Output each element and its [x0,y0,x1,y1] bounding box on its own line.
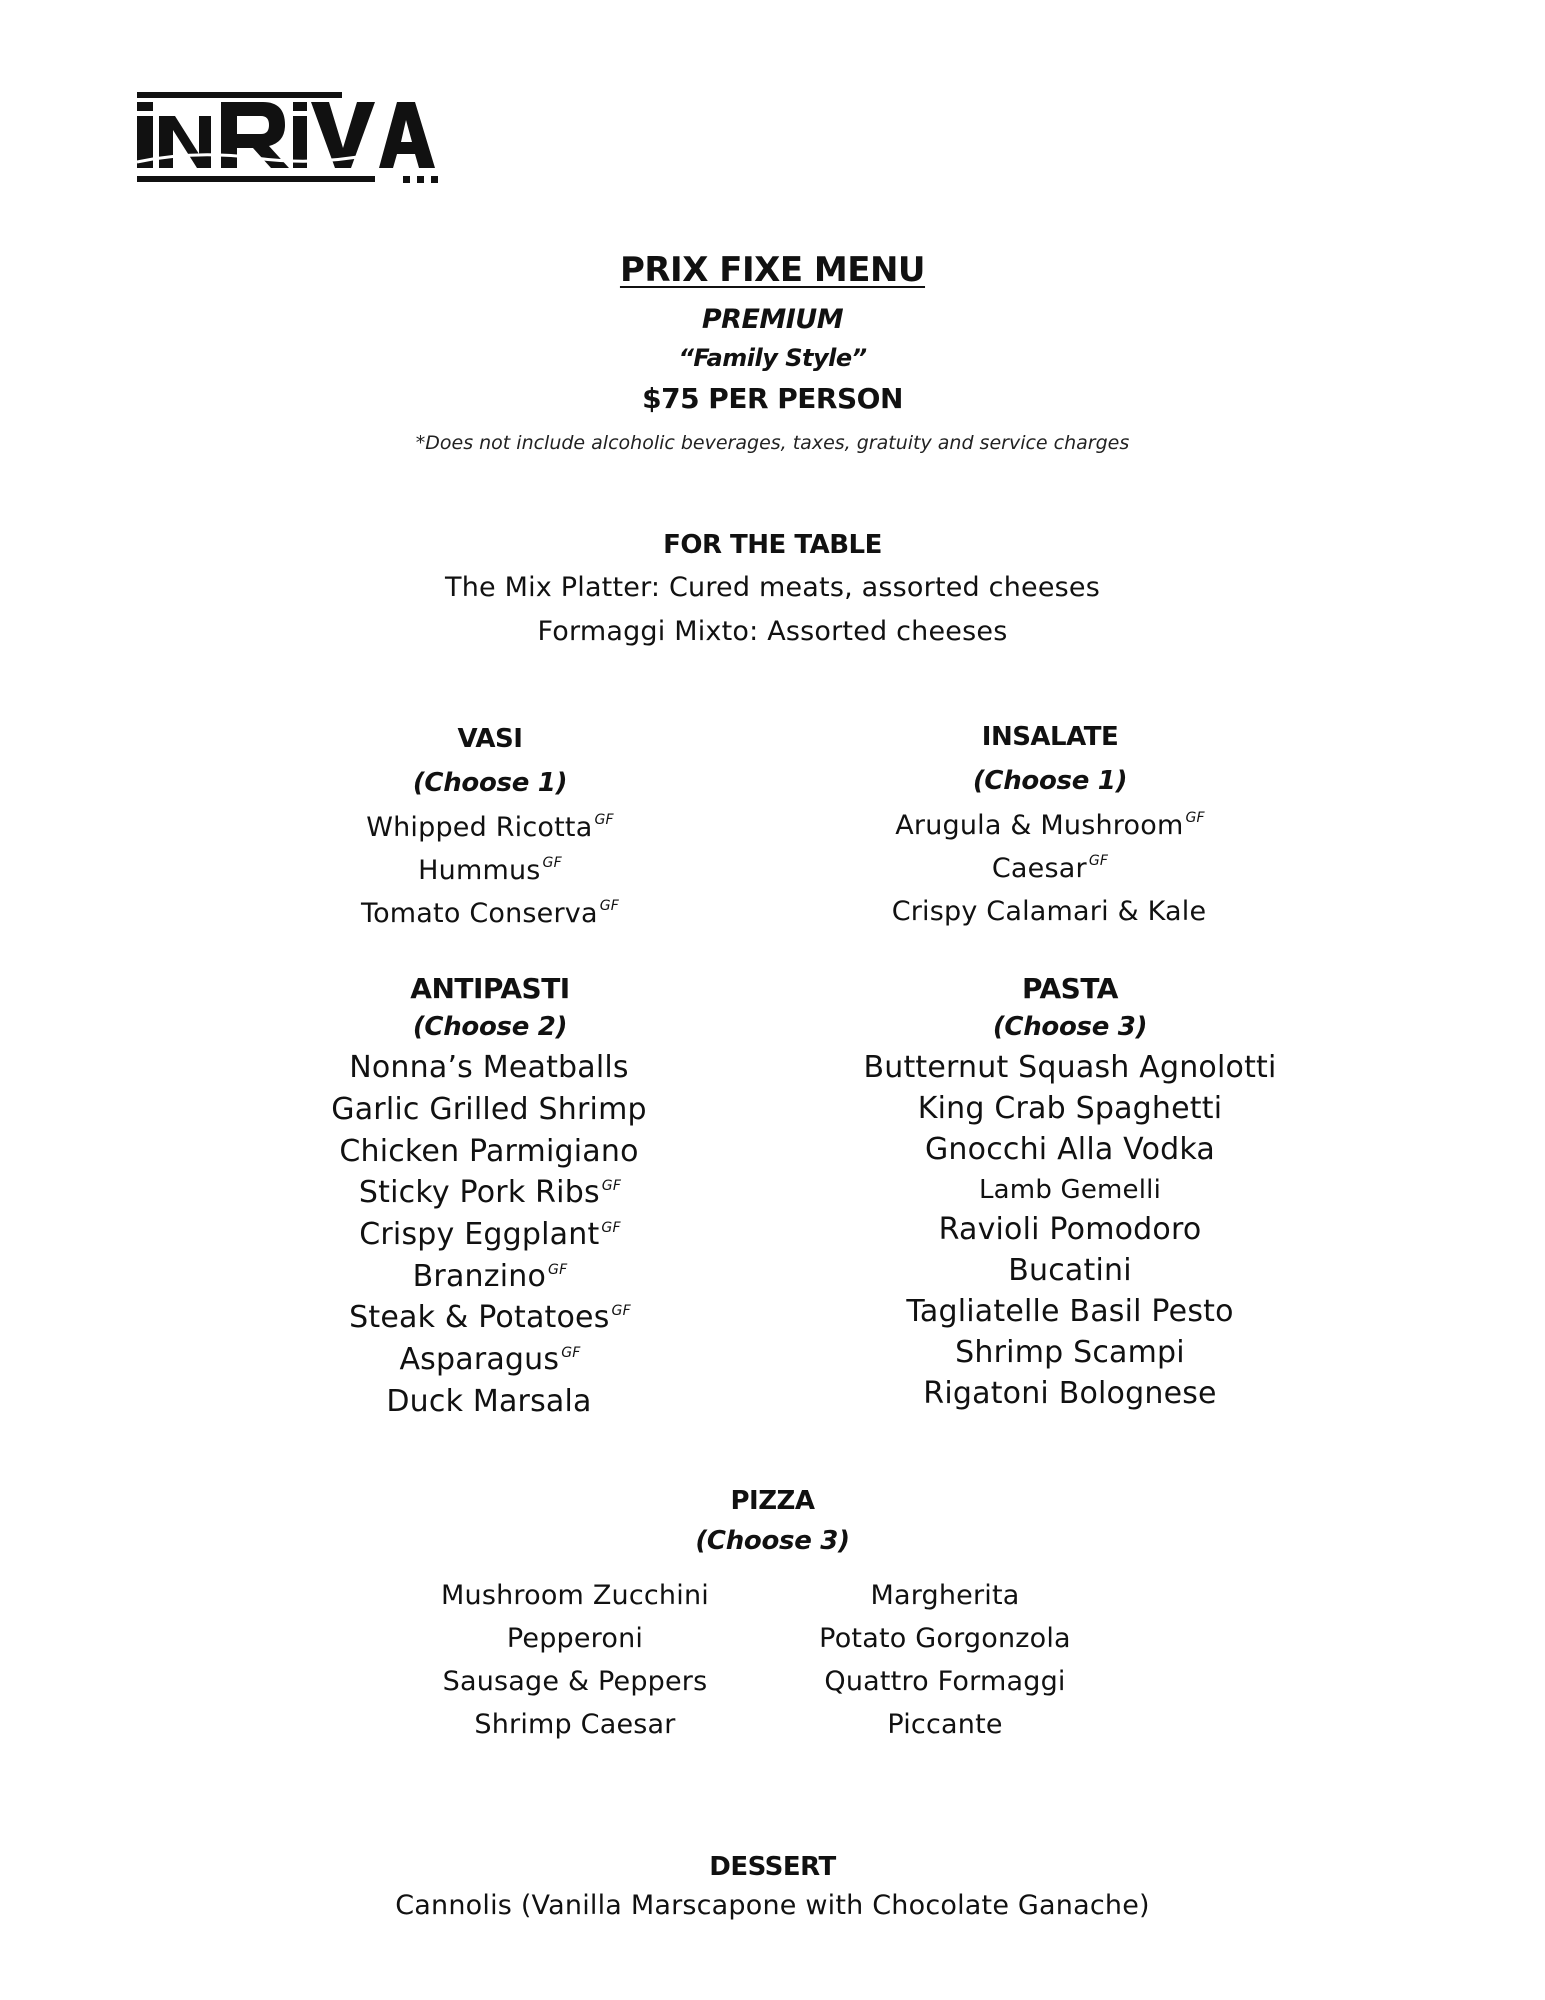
list-item: Crispy Eggplant $^{GF}$ [359,1217,621,1252]
list-item: Formaggi Mixto: Assorted cheeses [537,616,1008,647]
section-heading: PIZZA [730,1486,815,1516]
gluten-free-tag: GF [601,1220,621,1236]
section-heading: DESSERT [709,1852,836,1882]
list-item: Mushroom Zucchini [441,1580,709,1611]
choose-count: (Choose 2) [412,1012,568,1042]
gluten-free-tag: GF [594,812,614,828]
pizza-right-column [770,1580,1120,1760]
list-item: Piccante [887,1709,1003,1740]
list-item: King Crab Spaghetti [917,1091,1223,1126]
gluten-free-tag: GF [601,1178,622,1194]
list-item: Gnocchi Alla Vodka [924,1132,1216,1167]
list-item: Duck Marsala [386,1384,592,1419]
gluten-free-tag: GF [561,1345,581,1361]
gluten-free-tag: GF [599,898,620,914]
list-item: Asparagus $^{GF}$ [399,1342,581,1377]
section-heading: PASTA [1022,972,1118,1005]
gluten-free-tag: GF [1088,853,1109,869]
gluten-free-tag: GF [548,1262,568,1278]
list-item: Pepperoni [506,1623,644,1654]
price-per-person: $75 PER PERSON [642,382,903,415]
list-item: Rigatoni Bolognese [923,1376,1217,1411]
list-item: Nonna’s Meatballs [349,1050,629,1085]
gluten-free-tag: GF [611,1303,631,1319]
insalate-section [860,722,1240,942]
for-the-table-section [0,530,1545,660]
list-item: Cannolis (Vanilla Marscapone with Chocolate Ganache) [395,1890,1150,1921]
list-item: Garlic Grilled Shrimp [331,1092,647,1127]
disclaimer: *Does not include alcoholic beverages, taxes, gratuity and service charges [415,432,1130,454]
list-item: The Mix Platter: Cured meats, assorted cheeses [445,572,1100,603]
list-item: Crispy Calamari & Kale [891,896,1207,927]
list-item: Quattro Formaggi [824,1666,1066,1697]
pizza-left-column [400,1580,750,1760]
list-item: Chicken Parmigiano [339,1134,639,1169]
list-item: Whipped Ricotta $^{GF}$ [366,812,614,843]
list-item: Hummus $^{GF}$ [418,855,562,886]
pasta-section [840,972,1300,1422]
list-item: Arugula & Mushroom $^{GF}$ [895,810,1205,841]
list-item: Branzino $^{GF}$ [412,1259,568,1294]
list-item: Shrimp Caesar [474,1709,676,1740]
list-item: Margherita [870,1580,1020,1611]
list-item: Lamb Gemelli [978,1175,1162,1205]
list-item: Potato Gorgonzola [819,1623,1071,1654]
choose-count: (Choose 3) [695,1526,850,1556]
antipasti-section [300,972,680,1432]
gluten-free-tag: GF [542,855,562,871]
list-item: Steak & Potatoes $^{GF}$ [349,1300,631,1335]
list-item: Caesar $^{GF}$ [991,853,1109,884]
choose-count: (Choose 3) [992,1012,1148,1042]
section-heading: VASI [457,724,523,754]
pizza-heading-block [0,1486,1545,1556]
choose-count: (Choose 1) [412,768,568,798]
list-item: Shrimp Scampi [955,1335,1185,1370]
gluten-free-tag: GF [1185,810,1205,826]
list-item: Sticky Pork Ribs $^{GF}$ [358,1175,622,1210]
vasi-section [300,724,680,944]
section-heading: FOR THE TABLE [663,530,882,560]
choose-count: (Choose 1) [972,766,1128,796]
list-item: Butternut Squash Agnolotti [863,1050,1277,1085]
list-item: Tomato Conserva $^{GF}$ [360,898,620,929]
serving-style: “Family Style” [678,344,867,372]
section-heading: ANTIPASTI [410,972,570,1005]
list-item: Bucatini [1008,1253,1132,1288]
list-item: Ravioli Pomodoro [938,1212,1202,1247]
menu-title: PRIX FIXE MENU [619,250,926,290]
list-item: Tagliatelle Basil Pesto [906,1294,1234,1329]
dessert-section [0,1852,1545,1942]
list-item: Sausage & Peppers [442,1666,708,1697]
section-heading: INSALATE [981,722,1119,752]
in-riva-logo [135,92,445,192]
menu-tier: PREMIUM [701,304,844,335]
